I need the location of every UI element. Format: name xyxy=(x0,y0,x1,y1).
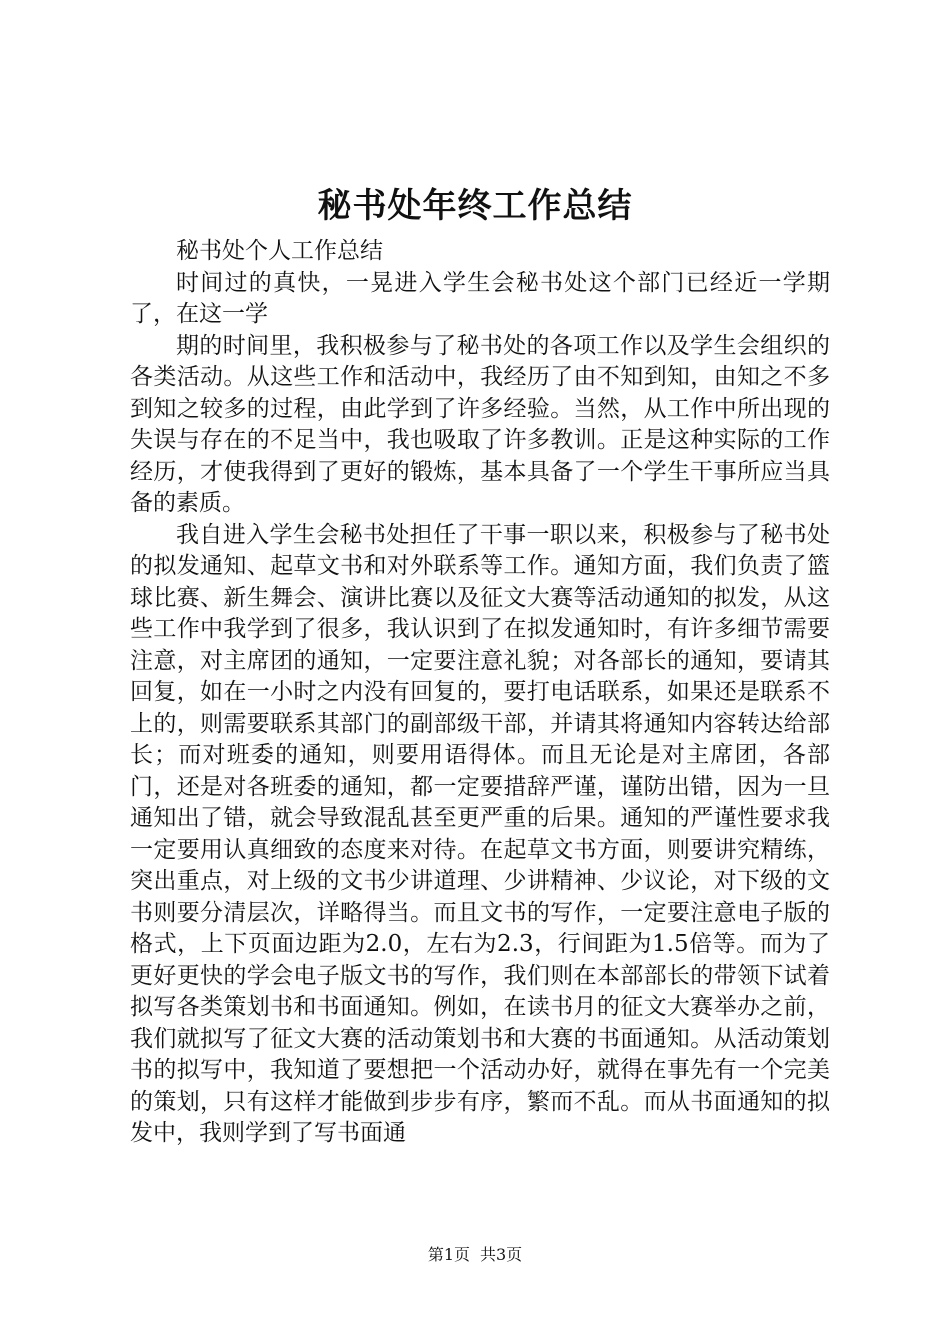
paragraph-experience: 期的时间里，我积极参与了秘书处的各项工作以及学生会组织的各类活动。从这些工作和活动中，我经历了由不知到知，由知之不多到知之较多的过程，由此学到了许多经验。当然，从工作中所出现的失误与存在的不足当中，我也吸取了许多教训。正是这种实际的工作经历，才使我得到了更好的锻炼，基本具备了一个学生干事所应当具备的素质。 xyxy=(130,332,830,516)
paragraph-subtitle: 秘书处个人工作总结 xyxy=(176,238,383,264)
document-title: 秘书处年终工作总结 xyxy=(317,186,633,226)
paragraph-duties: 我自进入学生会秘书处担任了干事一职以来，积极参与了秘书处的拟发通知、起草文书和对外联系等工作。通知方面，我们负责了篮球比赛、新生舞会、演讲比赛以及征文大赛等活动通知的拟发，从这些工作中我学到了很多，我认识到了在拟发通知时，有许多细节需要注意，对主席团的通知，一定要注意礼貌；对各部长的通知，要请其回复，如在一小时之内没有回复的，要打电话联系，如果还是联系不上的，则需要联系其部门的副部级干部，并请其将通知内容转达给部长；而对班委的通知，则要用语得体。而且无论是对主席团，各部门，还是对各班委的通知，都一定要措辞严谨，谨防出错，因为一旦通知出了错，就会导致混乱甚至更严重的后果。通知的严谨性要求我一定要用认真细致的态度来对待。在起草文书方面，则要讲究精练，突出重点，对上级的文书少讲道理、少讲精神、少议论，对下级的文书则要分清层次，详略得当。而且文书的写作，一定要注意电子版的格式，上下页面边距为2.0，左右为2.3，行间距为1.5倍等。而为了更好更快的学会电子版文书的写作，我们则在本部部长的带领下试着拟写各类策划书和书面通知。例如，在读书月的征文大赛举办之前，我们就拟写了征文大赛的活动策划书和大赛的书面通知。从活动策划书的拟写中，我知道了要想把一个活动办好，就得在事先有一个完美的策划，只有这样才能做到步步有序，繁而不乱。而从书面通知的拟发中，我则学到了写书面通 xyxy=(130,521,830,1146)
document-body xyxy=(130,236,830,1150)
paragraph-intro: 时间过的真快，一晃进入学生会秘书处这个部门已经近一学期了，在这一学 xyxy=(130,269,830,327)
page-number: 第1页 xyxy=(427,1245,470,1264)
page-footer xyxy=(0,1244,950,1266)
page-total: 共3页 xyxy=(480,1245,523,1264)
